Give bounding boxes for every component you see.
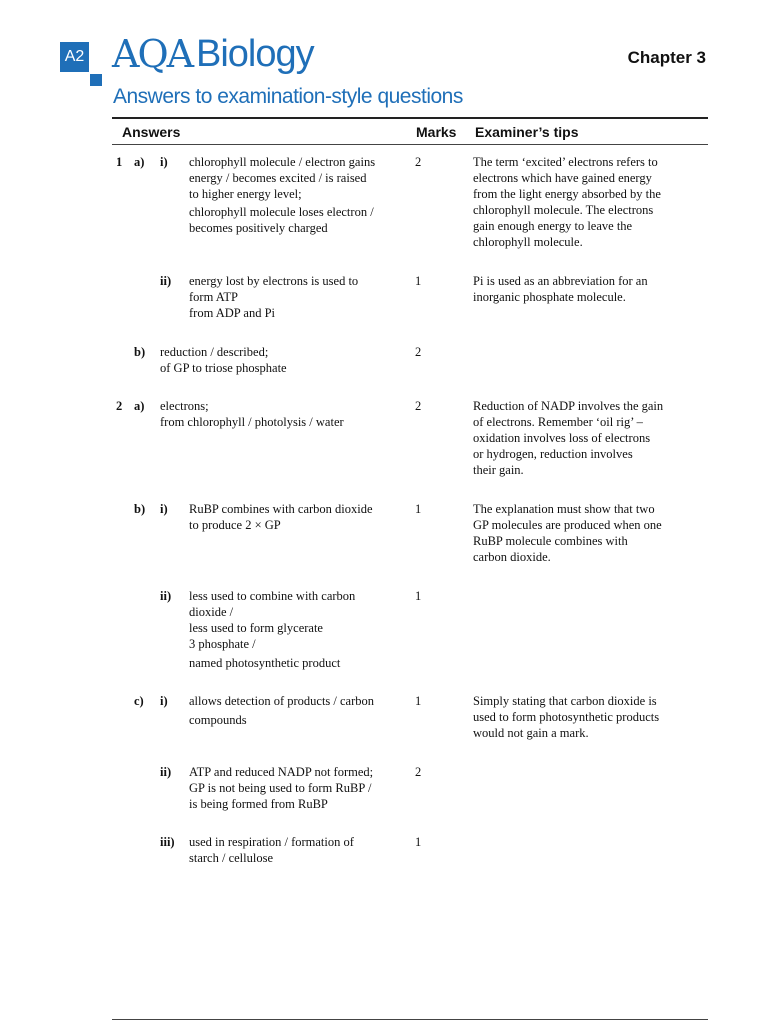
marks-value: 1 — [415, 274, 422, 288]
chapter-label: Chapter 3 — [627, 48, 706, 67]
column-header-tips: Examiner’s tips — [475, 124, 579, 140]
answer-text: chlorophyll molecule / electron gains energy / becomes excited / is raised to higher energy level; chlorophyll molecule loses electron / becomes positively charged — [189, 155, 376, 235]
question-subpart: i) — [160, 155, 168, 169]
examiner-tip: The explanation must show that two GP molecules are produced when one RuBP molecule combines with carbon dioxide. — [473, 502, 662, 564]
marks-value: 2 — [415, 765, 422, 779]
answer-text: RuBP combines with carbon dioxide to produce 2 × GP — [189, 502, 373, 532]
question-part: c) — [134, 694, 144, 708]
question-subpart: i) — [160, 694, 168, 708]
column-header-marks: Marks — [416, 124, 457, 140]
question-part: b) — [134, 502, 146, 516]
question-part: a) — [134, 155, 145, 169]
marks-value: 2 — [415, 345, 422, 359]
answer-text: ATP and reduced NADP not formed; GP is not being used to form RuBP / is being formed from RuBP — [189, 765, 374, 811]
question-part: a) — [134, 399, 145, 413]
question-subpart: ii) — [160, 589, 172, 603]
marks-value: 1 — [415, 835, 422, 849]
marks-value: 2 — [415, 155, 422, 169]
question-number: 2 — [116, 399, 123, 413]
marks-value: 2 — [415, 399, 422, 413]
marks-value: 1 — [415, 694, 422, 708]
examiner-tip: Simply stating that carbon dioxide is used to form photosynthetic products would not gain a mark. — [473, 694, 660, 740]
answer-text: used in respiration / formation of starch / cellulose — [189, 835, 354, 865]
page-subtitle: Answers to examination-style questions — [113, 85, 463, 108]
answer-text: electrons; from chlorophyll / photolysis / water — [160, 399, 344, 429]
table-top-rule — [112, 117, 708, 119]
examiner-tip: Pi is used as an abbreviation for an inorganic phosphate molecule. — [473, 274, 648, 304]
page-bottom-rule — [112, 1019, 708, 1020]
examiner-tip: The term ‘excited’ electrons refers to electrons which have gained energy from the light energy absorbed by the chlorophyll molecule. The electrons gain enough energy to leave the chlorophyll molecule. — [473, 155, 661, 249]
marks-value: 1 — [415, 589, 422, 603]
question-number: 1 — [116, 155, 123, 169]
table-header-rule — [112, 144, 708, 145]
marks-value: 1 — [415, 502, 422, 516]
column-header-answers: Answers — [122, 124, 181, 140]
answer-text: energy lost by electrons is used to form ATP from ADP and Pi — [189, 274, 359, 320]
examiner-tip: Reduction of NADP involves the gain of electrons. Remember ‘oil rig’ – oxidation involves loss of electrons or hydrogen, reduction involves their gain. — [473, 399, 664, 477]
logo-aqa: AQA — [112, 32, 193, 76]
logo-subject: Biology — [196, 33, 314, 75]
question-subpart: i) — [160, 502, 168, 516]
answer-text: less used to combine with carbon dioxide / less used to form glycerate 3 phosphate / named photosynthetic product — [189, 589, 356, 670]
level-badge: A2 — [60, 42, 89, 72]
question-subpart: iii) — [160, 835, 175, 849]
answer-text: allows detection of products / carbon compounds — [189, 694, 375, 727]
question-subpart: ii) — [160, 765, 172, 779]
question-subpart: ii) — [160, 274, 172, 288]
badge-square-decoration — [90, 74, 102, 86]
question-part: b) — [134, 345, 146, 359]
answer-text: reduction / described; of GP to triose phosphate — [160, 345, 287, 375]
